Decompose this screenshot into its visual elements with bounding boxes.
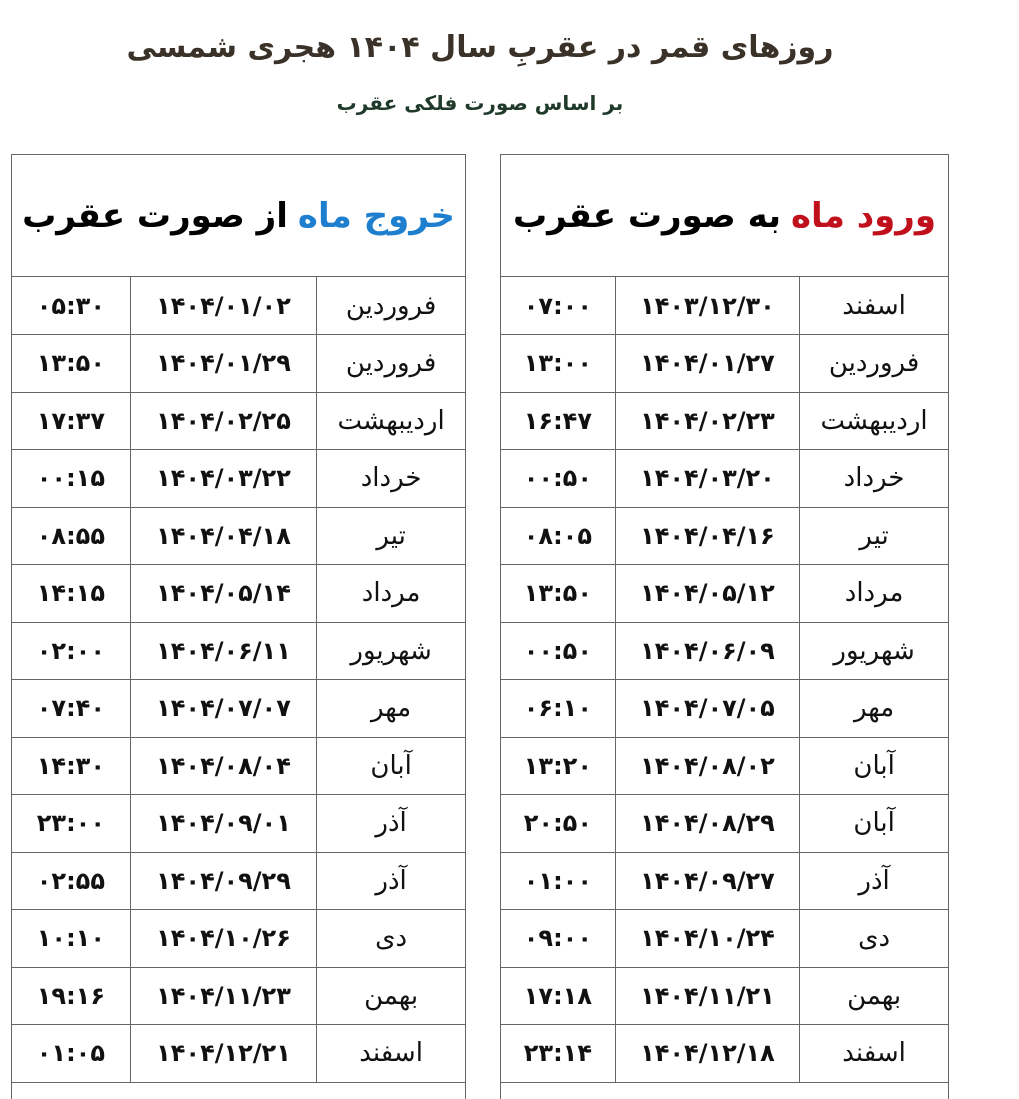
table-row [12,565,465,623]
page-subtitle: بر اساس صورت فلکی عقرب [336,91,624,115]
month-cell: دی [317,910,465,968]
month-cell: خرداد [317,450,465,508]
exit-heading-rest: از صورت عقرب [22,195,288,236]
table-row [12,680,465,738]
table-row [12,622,465,680]
time-cell: ۰۸:۵۵ [12,507,130,565]
entry-table [501,277,948,1083]
exit-table-body [12,277,465,1082]
time-cell: ۰۰:۵۰ [501,622,615,680]
time-cell: ۰۰:۵۰ [501,450,615,508]
exit-heading-accent: خروج ماه [297,195,455,236]
date-cell: ۱۴۰۴/۰۵/۱۲ [615,565,799,623]
date-cell: ۱۴۰۴/۰۳/۲۲ [130,450,316,508]
time-cell: ۰۷:۴۰ [12,680,130,738]
month-cell: تیر [800,507,948,565]
month-cell: خرداد [800,450,948,508]
time-cell: ۱۳:۵۰ [501,565,615,623]
date-cell: ۱۴۰۴/۰۲/۲۳ [615,392,799,450]
date-cell: ۱۴۰۴/۰۹/۲۹ [130,852,316,910]
date-cell: ۱۴۰۴/۰۳/۲۰ [615,450,799,508]
table-row [501,277,948,335]
table-row [12,852,465,910]
month-cell: آبان [800,737,948,795]
time-cell: ۰۵:۳۰ [12,277,130,335]
month-cell: آبان [317,737,465,795]
table-row [501,565,948,623]
month-cell: بهمن [317,967,465,1025]
month-cell: مهر [800,680,948,738]
date-cell: ۱۴۰۴/۰۸/۰۲ [615,737,799,795]
month-cell: اسفند [317,1025,465,1083]
table-row [12,277,465,335]
table-row [501,392,948,450]
table-row [501,737,948,795]
page-title: روزهای قمر در عقربِ سال ۱۴۰۴ هجری شمسی [126,30,834,65]
table-row [501,680,948,738]
month-cell: آبان [800,795,948,853]
date-cell: ۱۴۰۴/۱۱/۲۳ [130,967,316,1025]
table-row [501,507,948,565]
date-cell: ۱۴۰۴/۱۱/۲۱ [615,967,799,1025]
entry-table-heading [501,155,948,277]
table-row [501,967,948,1025]
date-cell: ۱۴۰۴/۰۷/۰۷ [130,680,316,738]
date-cell: ۱۴۰۴/۰۲/۲۵ [130,392,316,450]
month-cell: مهر [317,680,465,738]
time-cell: ۱۹:۱۶ [12,967,130,1025]
date-cell: ۱۴۰۴/۱۰/۲۴ [615,910,799,968]
month-cell: مرداد [317,565,465,623]
date-cell: ۱۴۰۴/۰۹/۰۱ [130,795,316,853]
month-cell: فروردین [317,277,465,335]
table-row [12,335,465,393]
table-row [12,392,465,450]
date-cell: ۱۴۰۴/۰۵/۱۴ [130,565,316,623]
time-cell: ۱۰:۱۰ [12,910,130,968]
table-row [501,622,948,680]
time-cell: ۰۱:۰۵ [12,1025,130,1083]
date-cell: ۱۴۰۴/۰۶/۱۱ [130,622,316,680]
date-cell: ۱۴۰۴/۰۴/۱۸ [130,507,316,565]
month-cell: فروردین [317,335,465,393]
time-cell: ۰۸:۰۵ [501,507,615,565]
date-cell: ۱۴۰۴/۰۸/۰۴ [130,737,316,795]
month-cell: اسفند [800,1025,948,1083]
time-cell: ۱۳:۲۰ [501,737,615,795]
date-cell: ۱۴۰۳/۱۲/۳۰ [615,277,799,335]
time-cell: ۰۶:۱۰ [501,680,615,738]
month-cell: آذر [317,795,465,853]
time-cell: ۰۷:۰۰ [501,277,615,335]
table-row [12,967,465,1025]
table-row [501,450,948,508]
date-cell: ۱۴۰۴/۰۱/۲۷ [615,335,799,393]
time-cell: ۰۲:۰۰ [12,622,130,680]
time-cell: ۰۹:۰۰ [501,910,615,968]
month-cell: آذر [800,852,948,910]
date-cell: ۱۴۰۴/۰۴/۱۶ [615,507,799,565]
time-cell: ۲۰:۵۰ [501,795,615,853]
time-cell: ۲۳:۰۰ [12,795,130,853]
month-cell: مرداد [800,565,948,623]
month-cell: شهریور [317,622,465,680]
exit-table [12,277,465,1083]
table-row [501,852,948,910]
month-cell: تیر [317,507,465,565]
table-row [12,910,465,968]
month-cell: شهریور [800,622,948,680]
entry-heading-accent: ورود ماه [790,195,936,236]
month-cell: دی [800,910,948,968]
date-cell: ۱۴۰۴/۰۸/۲۹ [615,795,799,853]
date-cell: ۱۴۰۴/۰۹/۲۷ [615,852,799,910]
date-cell: ۱۴۰۴/۰۷/۰۵ [615,680,799,738]
month-cell: آذر [317,852,465,910]
date-cell: ۱۴۰۴/۰۱/۰۲ [130,277,316,335]
date-cell: ۱۴۰۴/۱۰/۲۶ [130,910,316,968]
date-cell: ۱۴۰۴/۱۲/۱۸ [615,1025,799,1083]
time-cell: ۱۷:۱۸ [501,967,615,1025]
date-cell: ۱۴۰۴/۰۱/۲۹ [130,335,316,393]
table-row [12,450,465,508]
time-cell: ۱۳:۰۰ [501,335,615,393]
month-cell: اردیبهشت [800,392,948,450]
time-cell: ۰۲:۵۵ [12,852,130,910]
entry-table-body [501,277,948,1082]
exit-table-heading [12,155,465,277]
table-row [12,737,465,795]
time-cell: ۰۱:۰۰ [501,852,615,910]
month-cell: بهمن [800,967,948,1025]
exit-table-panel [11,154,466,1099]
entry-table-panel [500,154,949,1099]
table-row [12,507,465,565]
time-cell: ۲۳:۱۴ [501,1025,615,1083]
table-row [12,795,465,853]
month-cell: فروردین [800,335,948,393]
time-cell: ۱۶:۴۷ [501,392,615,450]
time-cell: ۱۷:۳۷ [12,392,130,450]
date-cell: ۱۴۰۴/۱۲/۲۱ [130,1025,316,1083]
time-cell: ۰۰:۱۵ [12,450,130,508]
time-cell: ۱۴:۳۰ [12,737,130,795]
table-row [501,910,948,968]
date-cell: ۱۴۰۴/۰۶/۰۹ [615,622,799,680]
time-cell: ۱۴:۱۵ [12,565,130,623]
month-cell: اردیبهشت [317,392,465,450]
entry-heading-rest: به صورت عقرب [513,195,781,236]
table-row [501,335,948,393]
table-row [12,1025,465,1083]
table-row [501,1025,948,1083]
time-cell: ۱۳:۵۰ [12,335,130,393]
month-cell: اسفند [800,277,948,335]
table-row [501,795,948,853]
